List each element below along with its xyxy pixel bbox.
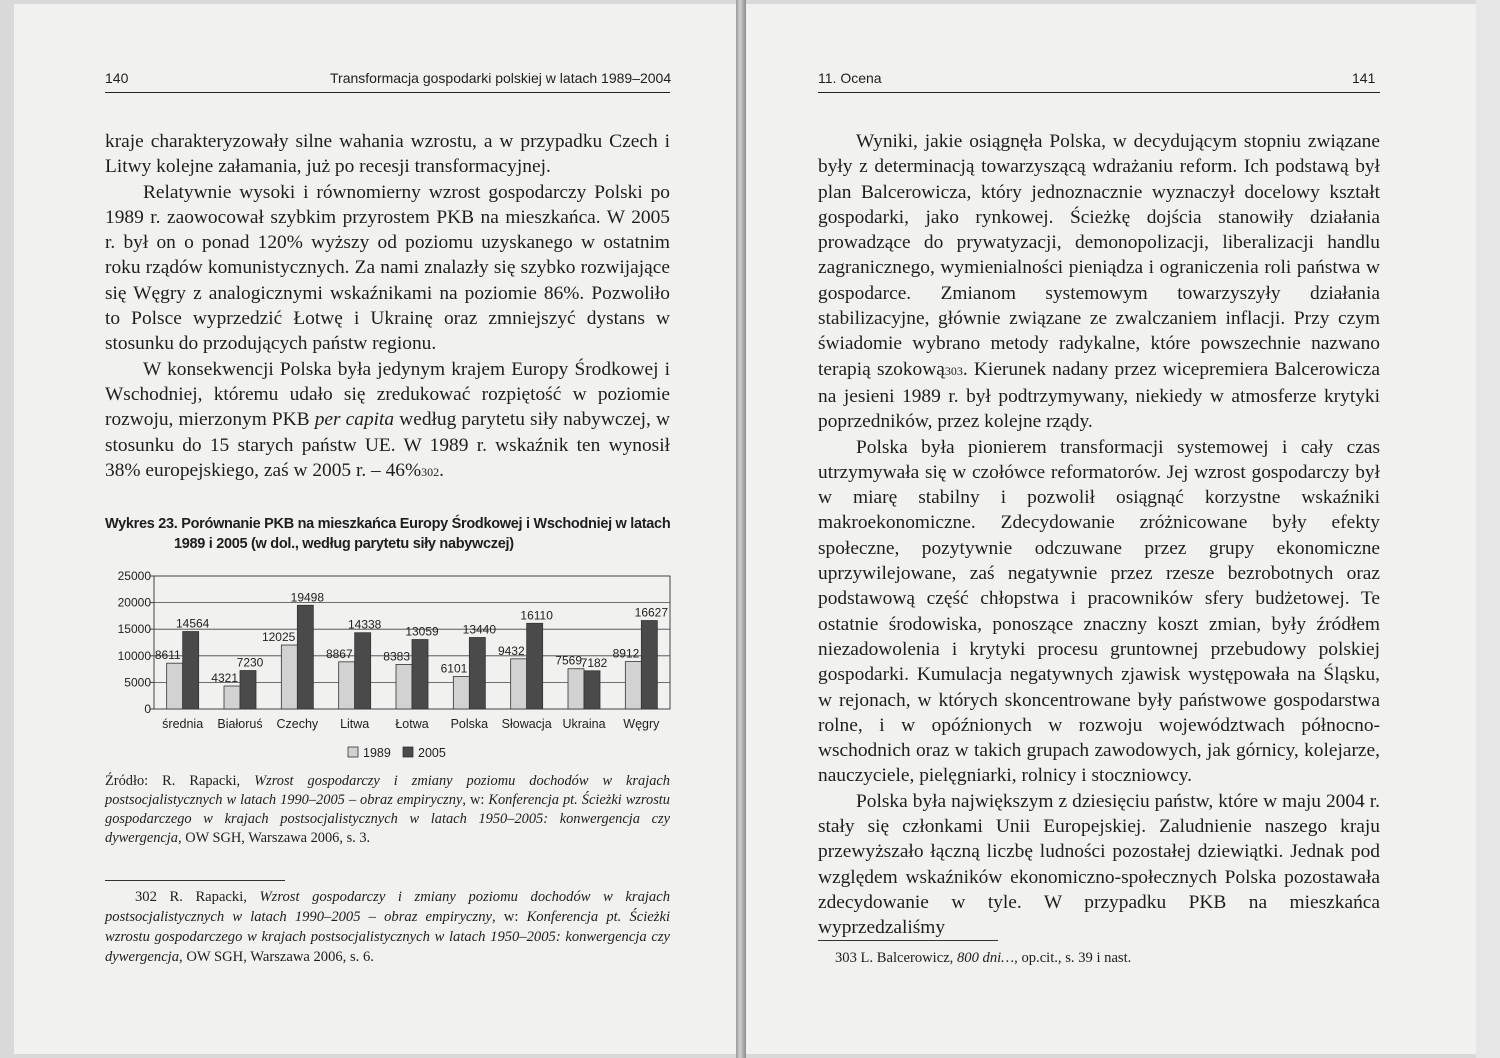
footnote-ref[interactable]: 302 [421,464,440,479]
data-label: 19498 [290,590,325,605]
category-label: Czechy [276,717,319,731]
data-label: 16627 [634,605,669,620]
left-page [14,4,736,1054]
legend-swatch [403,747,413,757]
chart-source: Źródło: R. Rapacki, Wzrost gospodarczy i zmiany poziomu dochodów w krajach postsocjalistycznych w latach 1990–2005 – obraz empiryczny, w: Konferencja pt. Ścieżki wzrostu gospodarczego w krajach postsocjalistycznych w latach 1950–2005: konwergencja czy dywergencja, OW SGH, Warszawa 2006, s. 3. [105,773,670,846]
bar-2005 [641,621,657,709]
bar-1989 [453,677,469,709]
body-text [818,129,1380,941]
chart-caption: Wykres 23. Porównanie PKB na mieszkańca Europy Środkowej i Wschodniej w latach 1989 i 2005 (w dol., według parytetu siły nabywczej) [105,516,671,552]
bar-2005 [183,632,199,709]
data-label: 9432 [497,643,525,658]
bar-1989 [625,662,641,709]
data-label: 8867 [325,646,353,661]
data-label: 7569 [555,653,582,668]
bar-1989 [396,664,412,709]
running-head: 11. Ocena [818,70,882,86]
footnote-rule [105,880,285,881]
paragraph: kraje charakteryzowały silne wahania wzrostu, a w przypadku Czech i Litwy kolejne załamania, już po recesji transformacyjnej. [105,131,670,178]
running-head: Transformacja gospodarki polskiej w latach 1989–2004 [330,70,672,86]
category-label: Litwa [340,717,370,731]
y-tick-label: 5000 [124,675,151,690]
category-label: Ukraina [562,717,606,731]
y-tick-label: 25000 [117,569,151,583]
footnote: 302 R. Rapacki, Wzrost gospodarczy i zmiany poziomu dochodów w krajach postsocjalistycznych w latach 1990–2005 – obraz empiryczny, w: Konferencja pt. Ścieżki wzrostu gospodarczego w krajach postsocjalistycznych w latach 1950–2005: konwergencja czy dywergencja, OW SGH, Warszawa 2006, s. 6. [105,889,670,965]
bar-1989 [511,659,527,709]
category-label: Łotwa [395,717,429,731]
category-label: Polska [450,717,489,731]
footnote-rule [818,940,998,941]
bar-1989 [167,663,183,709]
paragraph: Polska była największym z dziesięciu państw, które w maju 2004 r. stały się członkami Unii Europejskiej. Zaludnienie naszego kraju przewyższało łączną liczbę ludności pozostałej dziewiątki. Jednak pod względem wskaźników ekonomiczno-społecznych Polska pozostawała zdecydowanie w tyle. W przypadku PKB na mieszkańca wyprzedzaliśmy [818,790,1380,939]
bar-2005 [297,605,313,709]
body-text [105,129,670,485]
legend-label: 2005 [418,746,446,760]
bar-2005 [527,623,543,709]
bar-2005 [584,671,600,709]
legend-swatch [348,747,358,757]
data-label: 7182 [580,655,608,670]
page-number: 140 [105,70,129,86]
gdp-bar-chart [98,564,678,769]
data-label: 14338 [347,617,382,632]
footnote: 303 L. Balcerowicz, 800 dni…, op.cit., s. 39 i nast. [835,950,1132,966]
bar-2005 [469,637,485,709]
data-label: 8383 [383,649,410,664]
data-label: 6101 [440,661,468,676]
data-label: 13059 [405,624,439,639]
page-edge [1476,0,1500,1058]
bar-2005 [355,633,371,709]
y-tick-label: 20000 [117,595,151,610]
category-label: średnia [162,717,204,731]
data-label: 7230 [236,655,264,670]
paragraph: Relatywnie wysoki i równomierny wzrost gospodarczy Polski po 1989 r. zaowocował szybkim przyrostem PKB na mieszkańca. W 2005 r. był on o ponad 120% wyższy od poziomu uzyskanego w ostatnim roku rządów komunistycznych. Za nami znalazły się szybko rozwijające się Węgry z analogicznymi wskaźnikami na poziomie 86%. Pozwoliło to Polsce wyprzedzić Łotwę i Ukrainę oraz zmniejszyć dystans w stosunku do przodujących państw regionu. [105,181,670,355]
bar-1989 [281,645,297,709]
y-tick-label: 10000 [117,648,151,663]
category-label: Słowacja [501,717,552,731]
y-tick-label: 0 [144,702,151,716]
paragraph: W konsekwencji Polska była jedynym krajem Europy Środkowej i Wschodniej, któremu udało się zredukować rozpiętość w poziomie rozwoju, mierzonym PKB per capita według parytetu siły nabywczej, w stosunku do 15 starych państw UE. W 1989 r. wskaźnik ten wynosił 38% europejskiego, zaś w 2005 r. – 46%302. [105,358,671,481]
bar-2005 [240,671,256,709]
header-rule [818,92,1380,93]
bar-2005 [412,640,428,709]
footnote-number: 303 [835,950,857,966]
book-gutter [736,0,746,1058]
data-label: 4321 [211,671,238,686]
data-label: 16110 [520,608,553,623]
bar-1989 [224,686,240,709]
header-rule [105,92,670,93]
data-label: 8611 [154,648,181,663]
category-label: Białoruś [217,717,263,731]
data-label: 8912 [612,646,640,661]
legend-label: 1989 [363,746,391,760]
data-label: 12025 [261,630,296,645]
right-page [746,4,1476,1054]
y-tick-label: 15000 [117,622,151,637]
category-label: Węgry [623,717,660,731]
paragraph: Polska była pionierem transformacji systemowej i cały czas utrzymywała się w czołówce reformatorów. Jej wzrost gospodarczy był w miarę stabilny i pozwolił osiągnąć korzystne wskaźniki makroekonomiczne. Zdecydowanie zróżnicowane były efekty społeczne, pozytywnie odczuwane przez grupy ekonomiczne uprzywilejowane, zaś negatywnie przez rzesze bezrobotnych oraz podstawową część chłopstwa i pracowników sfery budżetowej. Te ostatnie środowiska, ponoszące znaczny koszt zmian, były źródłem niezadowolenia i krytyki procesu gruntownej przebudowy polskiej gospodarki. Kumulacja negatywnych zjawisk występowała na Śląsku, w rejonach, w których skoncentrowane były państwowe gospodarstwa rolne, i w opóźnionych w rozwoju województwach północno-wschodnich oraz w takich grupach zawodowych, jak górnicy, kolejarze, nauczyciele, pielęgniarki, rolnicy i stoczniowcy. [818,436,1380,787]
bar-1989 [339,662,355,709]
footnote-number: 302 [135,889,157,905]
data-label: 13440 [462,622,497,637]
paragraph: Wyniki, jakie osiągnęła Polska, w decydującym stopniu związane były z determinacją towarzyszącą wdrażaniu reform. Ich podstawą był plan Balcerowicza, który jednoznacznie wyznaczył docelowy kształt gospodarki, jako rynkowej. Ścieżkę dojścia stanowiły działania prowadzące do prywatyzacji, demonopolizacji, liberalizacji handlu zagranicznego, wymienialności pieniądza i ograniczenia roli państwa w gospodarce. Zmianom systemowym towarzyszyły działania stabilizacyjne, głównie związane ze zwalczaniem inflacji. Przy czym świadomie wybrano metody radykalne, które powszechnie nazwano terapią szokową303. Kierunek nadany przez wicepremiera Balcerowicza na jesieni 1989 r. był podtrzymywany, niekiedy w atmosferze krytyki poprzedników, przez kolejne rządy. [818,131,1380,433]
data-label: 14564 [175,616,210,631]
page-number: 141 [1352,70,1376,86]
bar-1989 [568,669,584,709]
footnote-ref[interactable]: 303 [944,363,963,378]
